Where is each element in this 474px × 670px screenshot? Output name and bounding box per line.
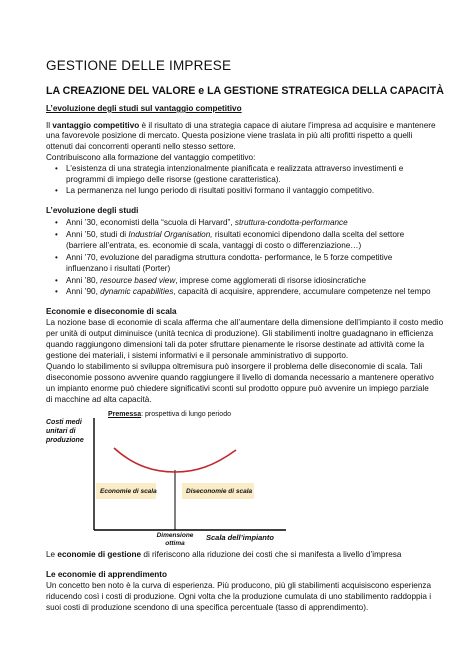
diseconomie-label: Diseconomie di scala (186, 488, 253, 495)
list-item-continuation: influenzano i risultati (Porter) (66, 264, 171, 273)
section-heading-vantaggio: L’evoluzione degli studi sul vantaggio competitivo (46, 104, 242, 113)
section-heading-evoluzione: L’evoluzione degli studi (46, 206, 139, 215)
paragraph-line: Contribuiscono alla formazione del vantaggio competitivo: (46, 153, 256, 162)
paragraph-line: gestione dei materiali, i sistemi informativi e il personale amministrativo di supporto. (46, 351, 349, 360)
section-heading-apprendimento: Le economie di apprendimento (46, 570, 168, 579)
paragraph-line: Un concetto ben noto è la curva di esperienza. Più producono, più gli stabilimenti acquisiscono esperienza (46, 581, 432, 590)
section-heading-economie: Economie e diseconomie di scala (46, 307, 177, 316)
paragraph-line: diseconomie possono avvenire quando raggiungere il livello di domanda necessario a mantenere operativo (46, 373, 434, 382)
list-item: • Anni ’50, studi di Industrial Organisation, risultati economici dipendono dalla scelta del settore (55, 230, 405, 239)
premessa-note: Premessa: prospettiva di lungo periodo (108, 411, 231, 418)
list-item: • Anni ’90, dynamic capabilities, capacità di acquisire, apprendere, accumulare competenze nel tempo (55, 287, 431, 296)
paragraph-line: ottenuti dai concorrenti operanti nello stesso settore. (46, 142, 236, 151)
x-axis-label: Scala dell’impianto (206, 533, 274, 542)
paragraph-line: una favorevole posizione di mercato. Questa posizione viene traslata in più alti profitti rispetto a quelli (46, 131, 413, 140)
paragraph-line: quando raggiungono dimensioni tali da poter sfruttare pienamente le risorse destinate ad attività come la (46, 340, 425, 349)
paragraph-line: per unità di output diminuisce (unità tecnica di produzione). Gli stabilimenti inoltre guadagnano in efficienza (46, 329, 434, 338)
paragraph-line: un impianto enorme può chiedere significativi sconti sul prodotto oppure può avvenire un impiego parziale (46, 384, 429, 393)
list-item: • La permanenza nel lungo periodo di risultati positivi formano il vantaggio competitivo. (55, 186, 375, 195)
paragraph-line: suoi costi di produzione scendono di una specifica percentuale (tasso di apprendimento). (46, 603, 369, 612)
list-item: • Anni ’80, resource based view, imprese come agglomerati di risorse idiosincratiche (55, 276, 366, 285)
scale-diagram (46, 410, 286, 545)
optimum-label: Dimensione ottima (156, 532, 194, 547)
list-item: • Anni ’30, economisti della “scuola di Harvard”, struttura-condotta-performance (55, 218, 348, 227)
paragraph-line: di macchine ad alta capacità. (46, 395, 152, 404)
list-item: • L’esistenza di una strategia intenzionalmente pianificata e realizzata attraverso investimenti e (55, 164, 404, 173)
y-axis-label: Costi medi unitari di produzione (46, 419, 84, 444)
list-item-continuation: programmi di impiego delle risorse (gestione caratteristica). (66, 175, 281, 184)
economie-label: Economie di scala (100, 488, 157, 495)
paragraph-line: La nozione base di economie di scala afferma che all’aumentare della dimensione dell’impianto il costo medio (46, 318, 444, 327)
list-item-continuation: (barriere all’entrata, es. economie di scala, vantaggi di costo o differenziazione…) (66, 241, 362, 250)
paragraph-line: riducendo così i costi di produzione. Ogni volta che la produzione cumulata di uno stabilimento raddoppia i (46, 592, 432, 601)
paragraph-line: Le economie di gestione di riferiscono alla riduzione dei costi che si manifesta a livello d’impresa (46, 550, 402, 559)
paragraph-line: Quando lo stabilimento si sviluppa oltremisura può insorgere il problema delle diseconomie di scala. Tali (46, 362, 423, 371)
paragraph-line: Il vantaggio competitivo è il risultato di una strategia capace di aiutare l’impresa ad acquisire e mantenere (46, 121, 436, 130)
cost-curve (114, 448, 236, 472)
page-title: GESTIONE DELLE IMPRESE (46, 58, 232, 73)
list-item: • Anni ’70, evoluzione del paradigma struttura condotta- performance, le 5 forze competitive (55, 253, 393, 262)
page-subtitle: LA CREAZIONE DEL VALORE e LA GESTIONE STRATEGICA DELLA CAPACITÀ (46, 85, 444, 97)
